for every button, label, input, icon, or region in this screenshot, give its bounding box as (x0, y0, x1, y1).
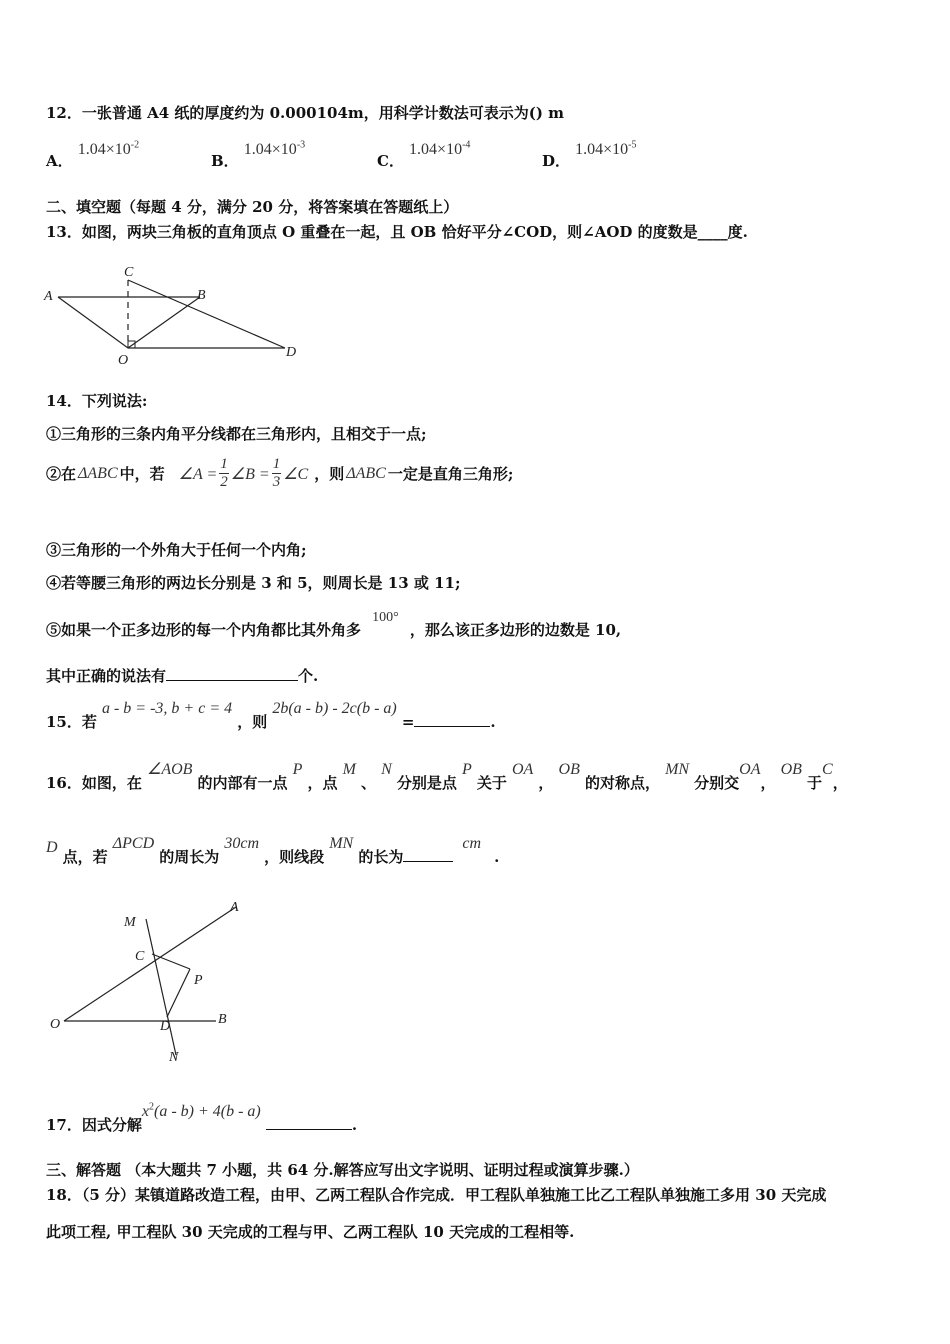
s2-eq-a: ∠A = (178, 465, 218, 483)
q18-line-1: 18．（5 分）某镇道路改造工程，由甲、乙两工程队合作完成．甲工程队单独施工比乙工程队单独施工多用 30 天完成 (46, 1186, 827, 1204)
q16-ob2: OB (780, 761, 802, 778)
answer-blank[interactable] (414, 712, 490, 727)
q13-figure (40, 260, 310, 370)
q16-p: P (292, 761, 303, 778)
q16-t6b: ， (760, 774, 776, 792)
q15-end: . (490, 713, 496, 731)
q12-option-c[interactable] (377, 138, 471, 170)
conclusion-pre: 其中正确的说法有 (46, 667, 167, 685)
ray-oa (64, 907, 236, 1021)
q16-n: N (381, 761, 392, 778)
q15-equals: = (401, 713, 415, 731)
label-c: C (135, 949, 145, 964)
q16-l2-t2: 的周长为 (159, 848, 220, 866)
label-a: A (230, 900, 239, 915)
q16-l2-t4: 的长为 (358, 848, 404, 866)
q16-line-1 (46, 758, 848, 792)
q15-pre: 15．若 (46, 713, 97, 731)
q16-angle: ∠AOB (146, 761, 193, 778)
answer-blank[interactable] (266, 1115, 352, 1130)
s5-pre: ⑤如果一个正多边形的每一个内角都比其外角多 (46, 621, 362, 639)
q17-pre: 17．因式分解 (46, 1116, 142, 1134)
s2-eq-b: ∠B = (230, 465, 270, 483)
s2-eq-c: ∠C (283, 465, 309, 483)
option-value: $1.04\times 10^{-5}$ (575, 139, 637, 158)
label-m: M (124, 915, 136, 930)
q16-t8: 分别交 (694, 774, 740, 792)
q16-t10: ， (832, 774, 848, 792)
q17-end: . (351, 1116, 358, 1134)
q12-option-a[interactable] (46, 138, 140, 170)
q16-t6: ， (538, 774, 554, 792)
q16-length: 30cm (224, 835, 260, 852)
option-label: B． (211, 152, 239, 170)
option-value: $1.04\times 10^{-3}$ (243, 139, 306, 158)
s5-post: ，那么该正多边形的边数是 10, (409, 621, 622, 639)
answer-blank[interactable] (403, 847, 453, 862)
q16-p2: P (462, 761, 472, 778)
q14-conclusion (46, 665, 318, 686)
label-c: C (124, 265, 134, 280)
q14-statement-3: ③三角形的一个外角大于任何一个内角; (46, 541, 307, 559)
q13-stem: 13．如图，两块三角板的直角顶点 O 重叠在一起，且 OB 恰好平分∠COD，则∠AOD 的度数是____度. (46, 223, 748, 241)
q16-mn2: MN (329, 835, 354, 852)
label-d: D (286, 345, 297, 360)
q16-t7: 的对称点， (584, 774, 660, 792)
q14-statement-4: ④若等腰三角形的两边长分别是 3 和 5，则周长是 13 或 11; (46, 574, 461, 592)
q16-l2-t3: ，则线段 (264, 848, 325, 866)
q12-stem: 12．一张普通 A4 纸的厚度约为 0.000104m，用科学计数法可表示为() m (46, 104, 565, 122)
label-o: O (118, 353, 129, 368)
segment-cd (128, 280, 285, 348)
conclusion-post: 个. (298, 667, 319, 685)
fraction-half: $\frac{1}{2}$ (220, 456, 228, 490)
q16-t9: 于 (807, 774, 823, 792)
q16-t5: 关于 (476, 774, 507, 792)
q14-stem: 14．下列说法: (46, 392, 148, 410)
label-a: A (44, 289, 53, 304)
s2-post: 一定是直角三角形; (387, 465, 514, 483)
q16-line-2 (46, 832, 500, 866)
option-label: D． (542, 152, 571, 170)
section-3-heading: 三、解答题 （本大题共 7 小题，共 64 分.解答应写出文字说明、证明过程或演算步骤.） (46, 1161, 639, 1179)
q16-oa2: OA (739, 761, 761, 778)
q18-line-2: 此项工程, 甲工程队 30 天完成的工程与甲、乙两工程队 10 天完成的工程相等. (46, 1223, 575, 1241)
s2-pre: ②在 (46, 465, 77, 483)
q16-pcd: ΔPCD (112, 835, 155, 852)
q16-t3: 、 (361, 774, 377, 792)
segment-mn (146, 919, 176, 1055)
q16-unit: cm (462, 835, 482, 852)
q16-t1: 的内部有一点 (197, 774, 288, 792)
answer-blank[interactable] (166, 666, 298, 681)
label-o: O (50, 1017, 61, 1032)
label-p: P (194, 973, 203, 988)
s2-triangle: ΔABC (78, 464, 118, 482)
q14-statement-2 (46, 456, 513, 491)
fraction-third: $\frac{1}{3}$ (272, 456, 281, 490)
q16-end: . (494, 848, 500, 866)
q17 (46, 1100, 358, 1134)
q15-expression: 2b(a - b) - 2c(b - a) (272, 700, 397, 717)
q14-statement-1: ①三角形的三条内角平分线都在三角形内，且相交于一点; (46, 425, 427, 443)
q17-expression: (a - b) + 4(b - a) (153, 1103, 261, 1120)
q16-mn: MN (665, 761, 690, 778)
segment-bo (128, 297, 200, 348)
q14-statement-5 (46, 605, 622, 639)
q16-t2: ，点 (307, 774, 338, 792)
q16-l2-t1: 点，若 (62, 848, 108, 866)
label-b: B (218, 1012, 227, 1027)
label-n: N (169, 1050, 179, 1065)
segment-pd (167, 969, 190, 1017)
s5-degree: 100° (372, 610, 399, 625)
label-d: D (160, 1019, 171, 1034)
q15-mid: ，则 (237, 713, 268, 731)
option-value: $1.04\times 10^{-2}$ (77, 139, 140, 158)
option-label: A． (46, 152, 73, 170)
q16-t4: 分别是点 (396, 774, 457, 792)
q16-oa: OA (512, 761, 534, 778)
q16-figure (40, 895, 260, 1070)
q15-condition: a - b = -3, b + c = 4 (101, 700, 233, 717)
label-b: B (197, 288, 206, 303)
section-2-heading: 二、填空题（每题 4 分，满分 20 分，将答案填在答题纸上） (46, 198, 459, 216)
q17-square: 2 (148, 1101, 154, 1113)
q15 (46, 697, 496, 731)
s2-triangle-2: ΔABC (346, 464, 386, 482)
q16-d: D (46, 839, 58, 856)
s2-mid: 中，若 (119, 465, 165, 483)
segment-ao (58, 297, 128, 348)
segment-cp (152, 954, 190, 969)
q12-option-b[interactable] (211, 138, 306, 170)
q16-c: C (822, 761, 833, 778)
s2-then: ，则 (314, 465, 345, 483)
q17-x: x (141, 1103, 149, 1120)
option-label: C． (377, 152, 404, 170)
q12-option-d[interactable] (542, 138, 637, 170)
q16-m: M (342, 761, 356, 778)
q16-pre: 16．如图，在 (46, 774, 142, 792)
option-value: $1.04\times 10^{-4}$ (409, 139, 471, 158)
q16-ob: OB (558, 761, 580, 778)
